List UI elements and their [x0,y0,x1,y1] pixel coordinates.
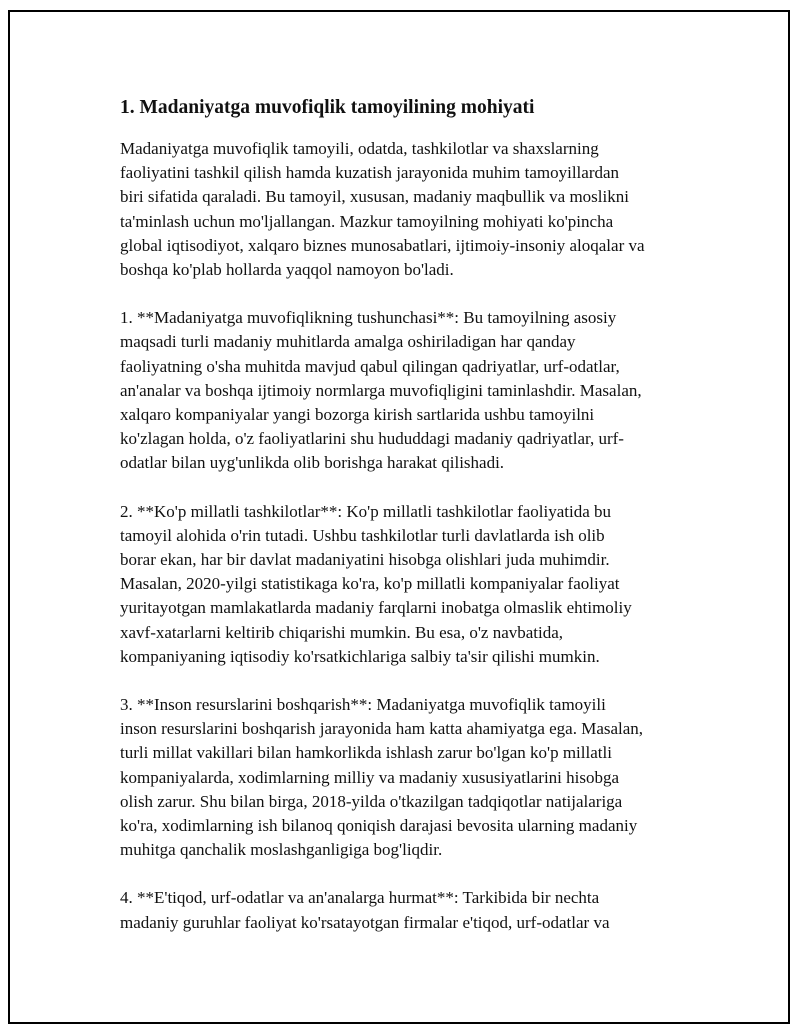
text-line: yuritayotgan mamlakatlarda madaniy farqlarni inobatga olmaslik ehtimoliy [120,598,632,618]
page-frame [8,10,790,1024]
text-line: 1. **Madaniyatga muvofiqlikning tushunchasi**: Bu tamoyilning asosiy [120,308,617,328]
paragraph-point-3 [120,693,700,862]
text-line: muhitga qanchalik moslashganligiga bog'liqdir. [120,840,443,860]
text-line: xalqaro kompaniyalar yangi bozorga kirish sartlarida ushbu tamoyilni [120,405,595,425]
section-heading: 1. Madaniyatga muvofiqlik tamoyilining mohiyati [120,97,535,118]
text-line: boshqa ko'plab hollarda yaqqol namoyon bo'ladi. [120,260,454,280]
text-line: tamoyil alohida o'rin tutadi. Ushbu tashkilotlar turli davlatlarda ish olib [120,525,605,545]
document-body [120,96,700,959]
text-line: faoliyatini tashkil qilish hamda kuzatish jarayonida muhim tamoyillardan [120,163,620,183]
paragraph-point-1 [120,306,700,475]
text-line: madaniy guruhlar faoliyat ko'rsatayotgan firmalar e'tiqod, urf-odatlar va [120,912,610,932]
text-line: faoliyatning o'sha muhitda mavjud qabul qilingan qadriyatlar, urf-odatlar, [120,356,620,376]
text-line: 3. **Inson resurslarini boshqarish**: Madaniyatga muvofiqlik tamoyili [120,695,606,715]
paragraph-point-2 [120,500,700,669]
text-line: inson resurslarini boshqarish jarayonida ham katta ahamiyatga ega. Masalan, [120,719,644,739]
text-line: turli millat vakillari bilan hamkorlikda ishlash zarur bo'lgan ko'p millatli [120,743,612,763]
text-line: an'analar va boshqa ijtimoiy normlarga muvofiqligini taminlashdir. Masalan, [120,380,642,400]
text-line: Masalan, 2020-yilgi statistikaga ko'ra, ko'p millatli kompaniyalar faoliyat [120,574,620,594]
paragraph-point-4 [120,886,700,934]
text-line: xavf-xatarlarni keltirib chiqarishi mumkin. Bu esa, o'z navbatida, [120,622,564,642]
text-line: global iqtisodiyot, xalqaro biznes munosabatlari, ijtimoiy-insoniy aloqalar va [120,235,645,255]
text-line: odatlar bilan uyg'unlikda olib borishga harakat qilishadi. [120,453,505,473]
text-line: 4. **E'tiqod, urf-odatlar va an'analarga hurmat**: Tarkibida bir nechta [120,888,600,908]
text-line: biri sifatida qaraladi. Bu tamoyil, xususan, madaniy maqbullik va moslikni [120,187,629,207]
text-line: 2. **Ko'p millatli tashkilotlar**: Ko'p millatli tashkilotlar faoliyatida bu [120,501,612,521]
text-line: kompaniyalarda, xodimlarning milliy va madaniy xususiyatlarini hisobga [120,767,620,787]
paragraph-intro [120,137,700,282]
text-line: Madaniyatga muvofiqlik tamoyili, odatda, tashkilotlar va shaxslarning [120,139,599,158]
text-line: maqsadi turli madaniy muhitlarda amalga oshiriladigan har qanday [120,332,576,352]
text-line: ko'ra, xodimlarning ish bilanoq qoniqish darajasi bevosita ularning madaniy [120,816,638,836]
text-line: olish zarur. Shu bilan birga, 2018-yilda o'tkazilgan tadqiqotlar natijalariga [120,791,623,811]
text-line: ta'minlash uchun mo'ljallangan. Mazkur tamoyilning mohiyati ko'pincha [120,211,614,231]
text-line: borar ekan, har bir davlat madaniyatini hisobga olishlari juda muhimdir. [120,550,610,570]
text-line: kompaniyaning iqtisodiy ko'rsatkichlariga salbiy ta'sir qilishi mumkin. [120,646,600,666]
text-line: ko'zlagan holda, o'z faoliyatlarini shu hududdagi madaniy qadriyatlar, urf- [120,429,624,449]
